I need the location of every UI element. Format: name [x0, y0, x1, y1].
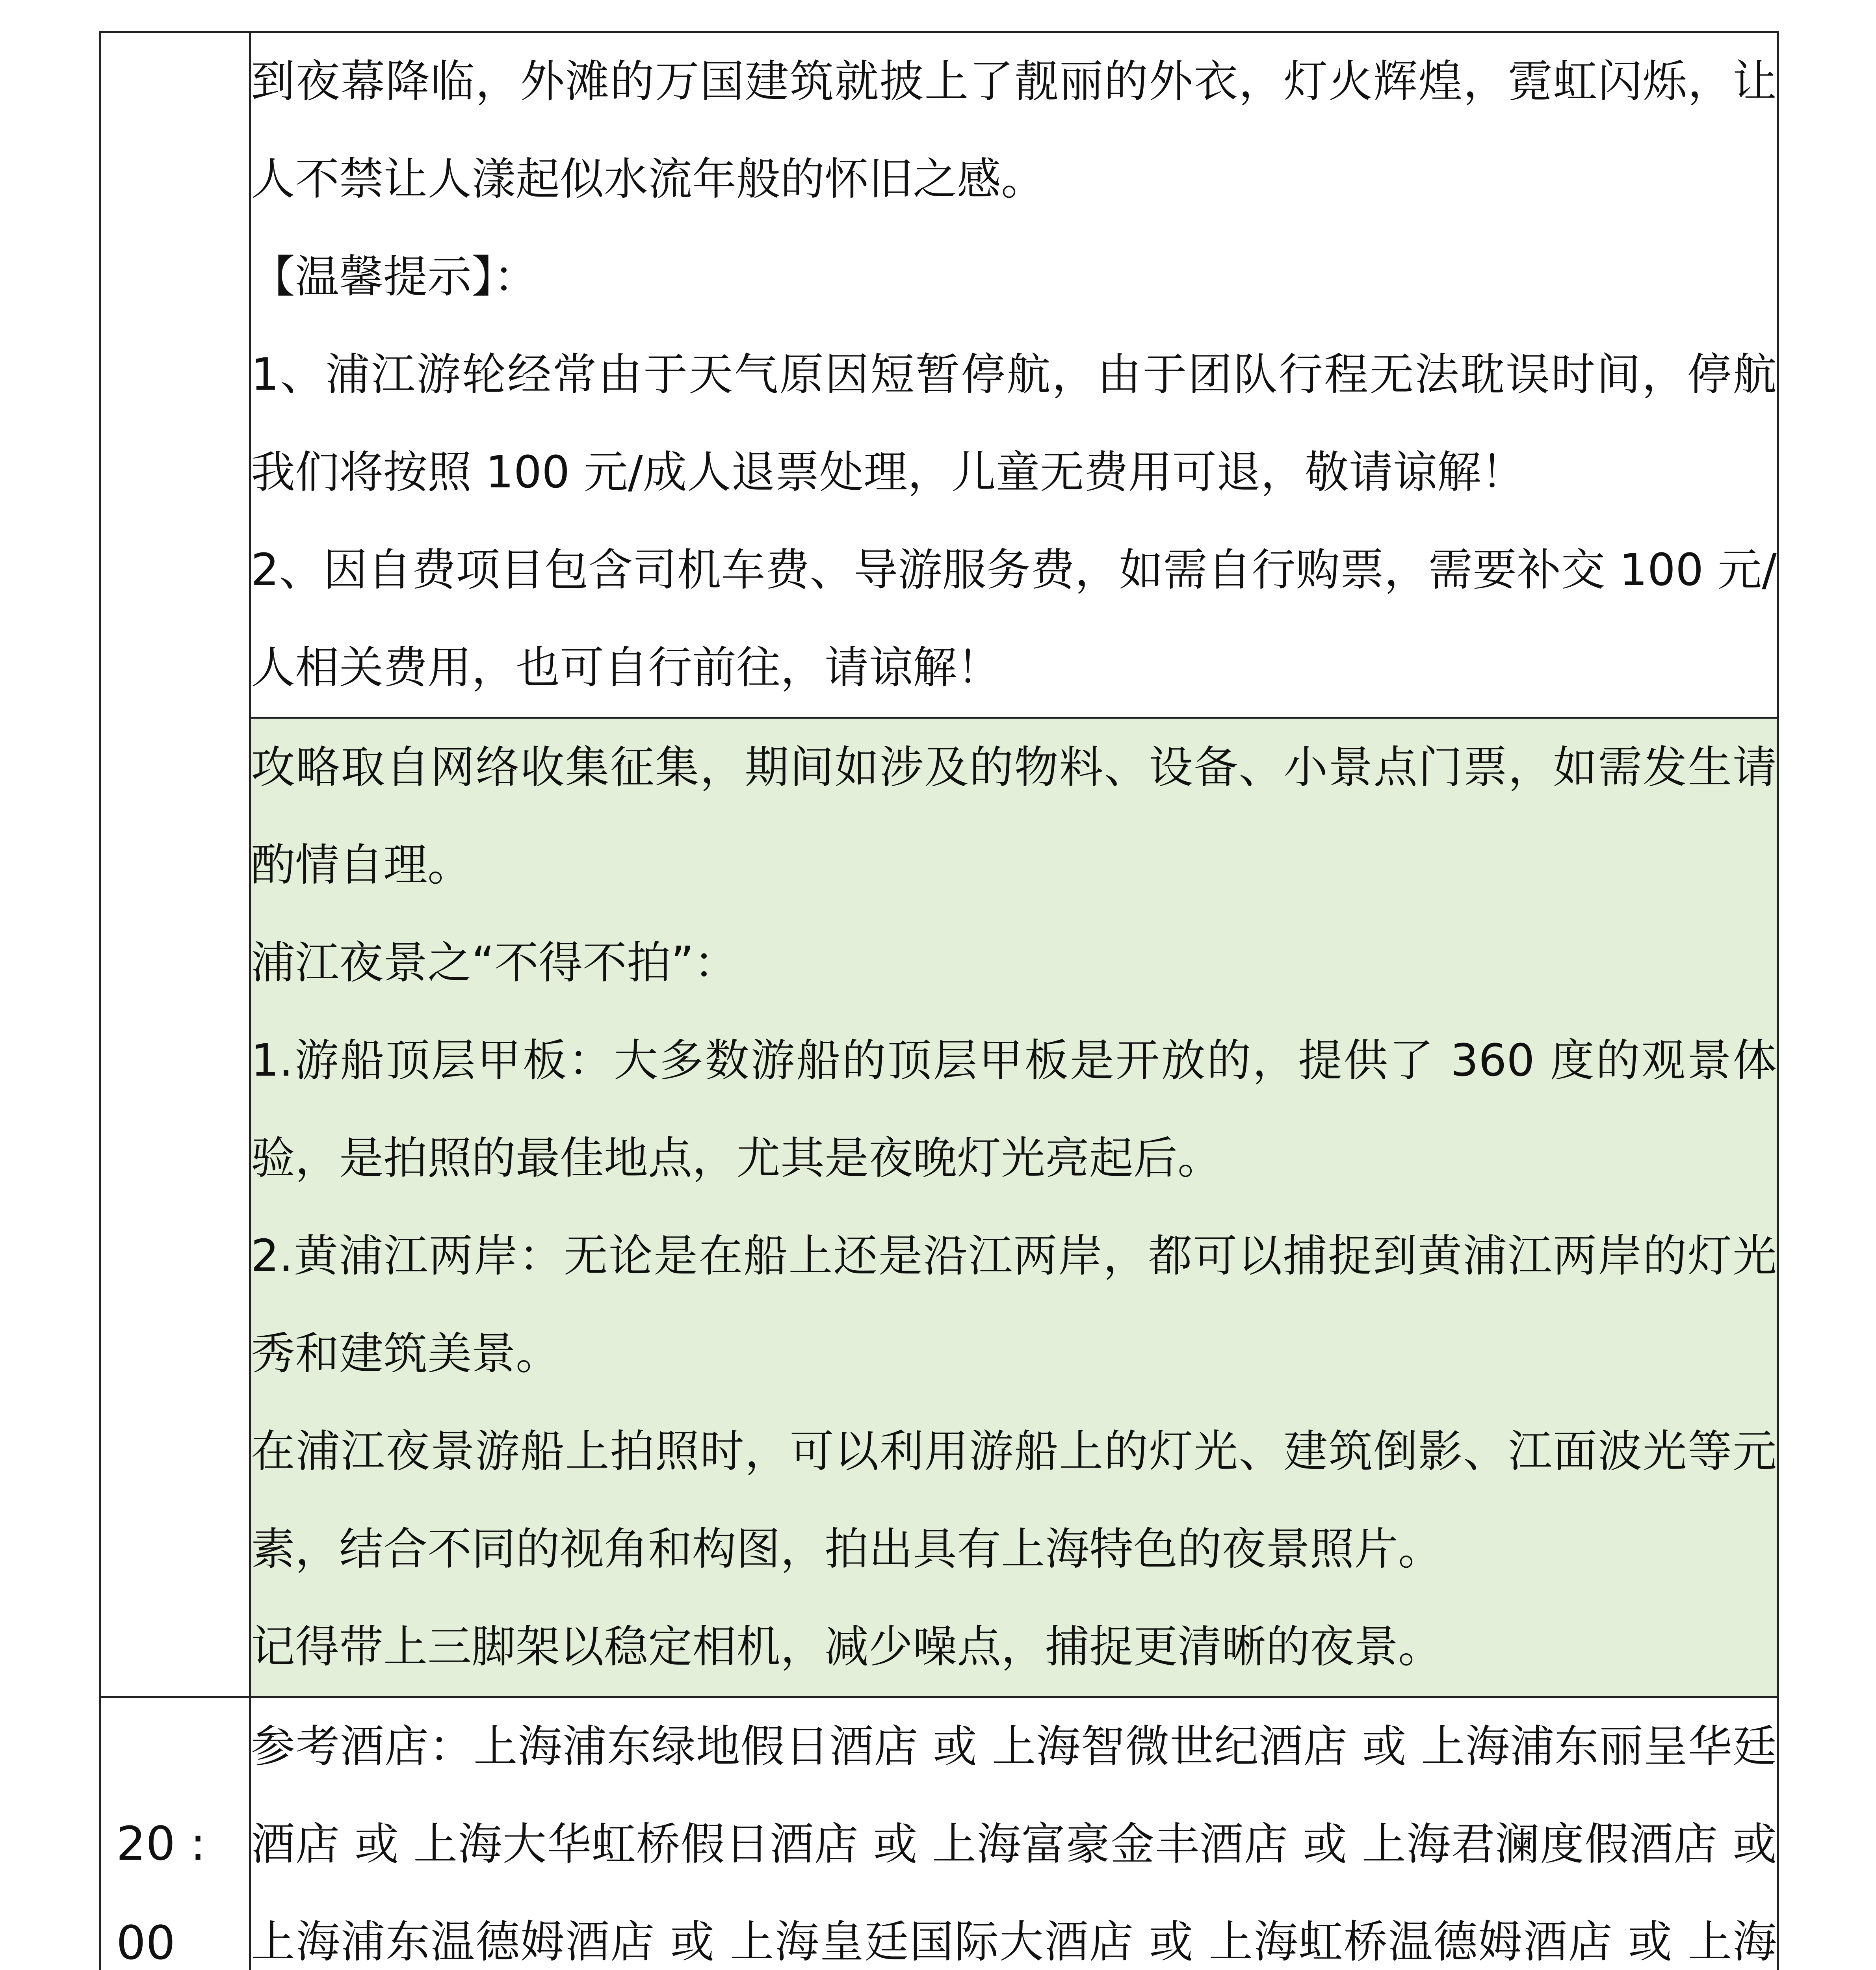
- hotel-row: [100, 1697, 1778, 1970]
- hotel-list: 参考酒店：上海浦东绿地假日酒店 或 上海智微世纪酒店 或 上海浦东丽呈华廷酒店 或 上海大华虹桥假日酒店 或 上海富豪金丰酒店 或 上海君澜度假酒店 或 上海浦东温德姆酒店 或 上海皇廷国际大酒店 或 上海虹桥温德姆酒店 或 上海: [251, 1721, 1777, 1968]
- photo-tip-item-2: 2.黄浦江两岸：无论是在船上还是沿江两岸，都可以捕捉到黄浦江两岸的灯光秀和建筑美景。: [251, 1230, 1777, 1379]
- night-view-row: [100, 32, 1778, 718]
- hotel-time-minute: 00: [116, 1916, 176, 1970]
- photo-tips-box: [250, 718, 1778, 1697]
- warm-tip-heading: 【温馨提示】：: [251, 251, 538, 303]
- photo-tip-item-1: 1.游船顶层甲板：大多数游船的顶层甲板是开放的，提供了 360 度的观景体验，是拍照的最佳地点，尤其是夜晚灯光亮起后。: [251, 1035, 1777, 1184]
- photo-tips-heading: 浦江夜景之“不得不拍”：: [251, 937, 738, 989]
- warm-tip-item-1: 1、浦江游轮经常由于天气原因短暂停航，由于团队行程无法耽误时间，停航我们将按照 100 元/成人退票处理，儿童无费用可退，敬请谅解！: [251, 349, 1777, 498]
- hotel-time-cell: [100, 1697, 250, 1970]
- photo-tip-tripod: 记得带上三脚架以稳定相机，减少噪点，捕捉更清晰的夜景。: [251, 1621, 1442, 1673]
- photo-tip-advice: 在浦江夜景游船上拍照时，可以利用游船上的灯光、建筑倒影、江面波光等元素，结合不同的视角和构图，拍出具有上海特色的夜景照片。: [251, 1426, 1777, 1575]
- photo-tips-disclaimer: 攻略取自网络收集征集，期间如涉及的物料、设备、小景点门票，如需发生请酌情自理。: [251, 742, 1777, 891]
- night-view-description: [250, 32, 1778, 718]
- photo-tips-row: [100, 718, 1778, 1697]
- night-view-paragraph: 到夜幕降临，外滩的万国建筑就披上了靓丽的外衣，灯火辉煌，霓虹闪烁，让人不禁让人漾起似水流年般的怀旧之感。: [251, 56, 1777, 205]
- itinerary-table: [99, 31, 1779, 1970]
- hotel-description: [250, 1697, 1778, 1970]
- warm-tip-item-2: 2、因自费项目包含司机车费、导游服务费，如需自行购票，需要补交 100 元/人相关费用，也可自行前往，请谅解！: [251, 545, 1777, 693]
- time-cell-empty: [100, 32, 250, 1697]
- hotel-time-hour: 20 :: [116, 1816, 206, 1871]
